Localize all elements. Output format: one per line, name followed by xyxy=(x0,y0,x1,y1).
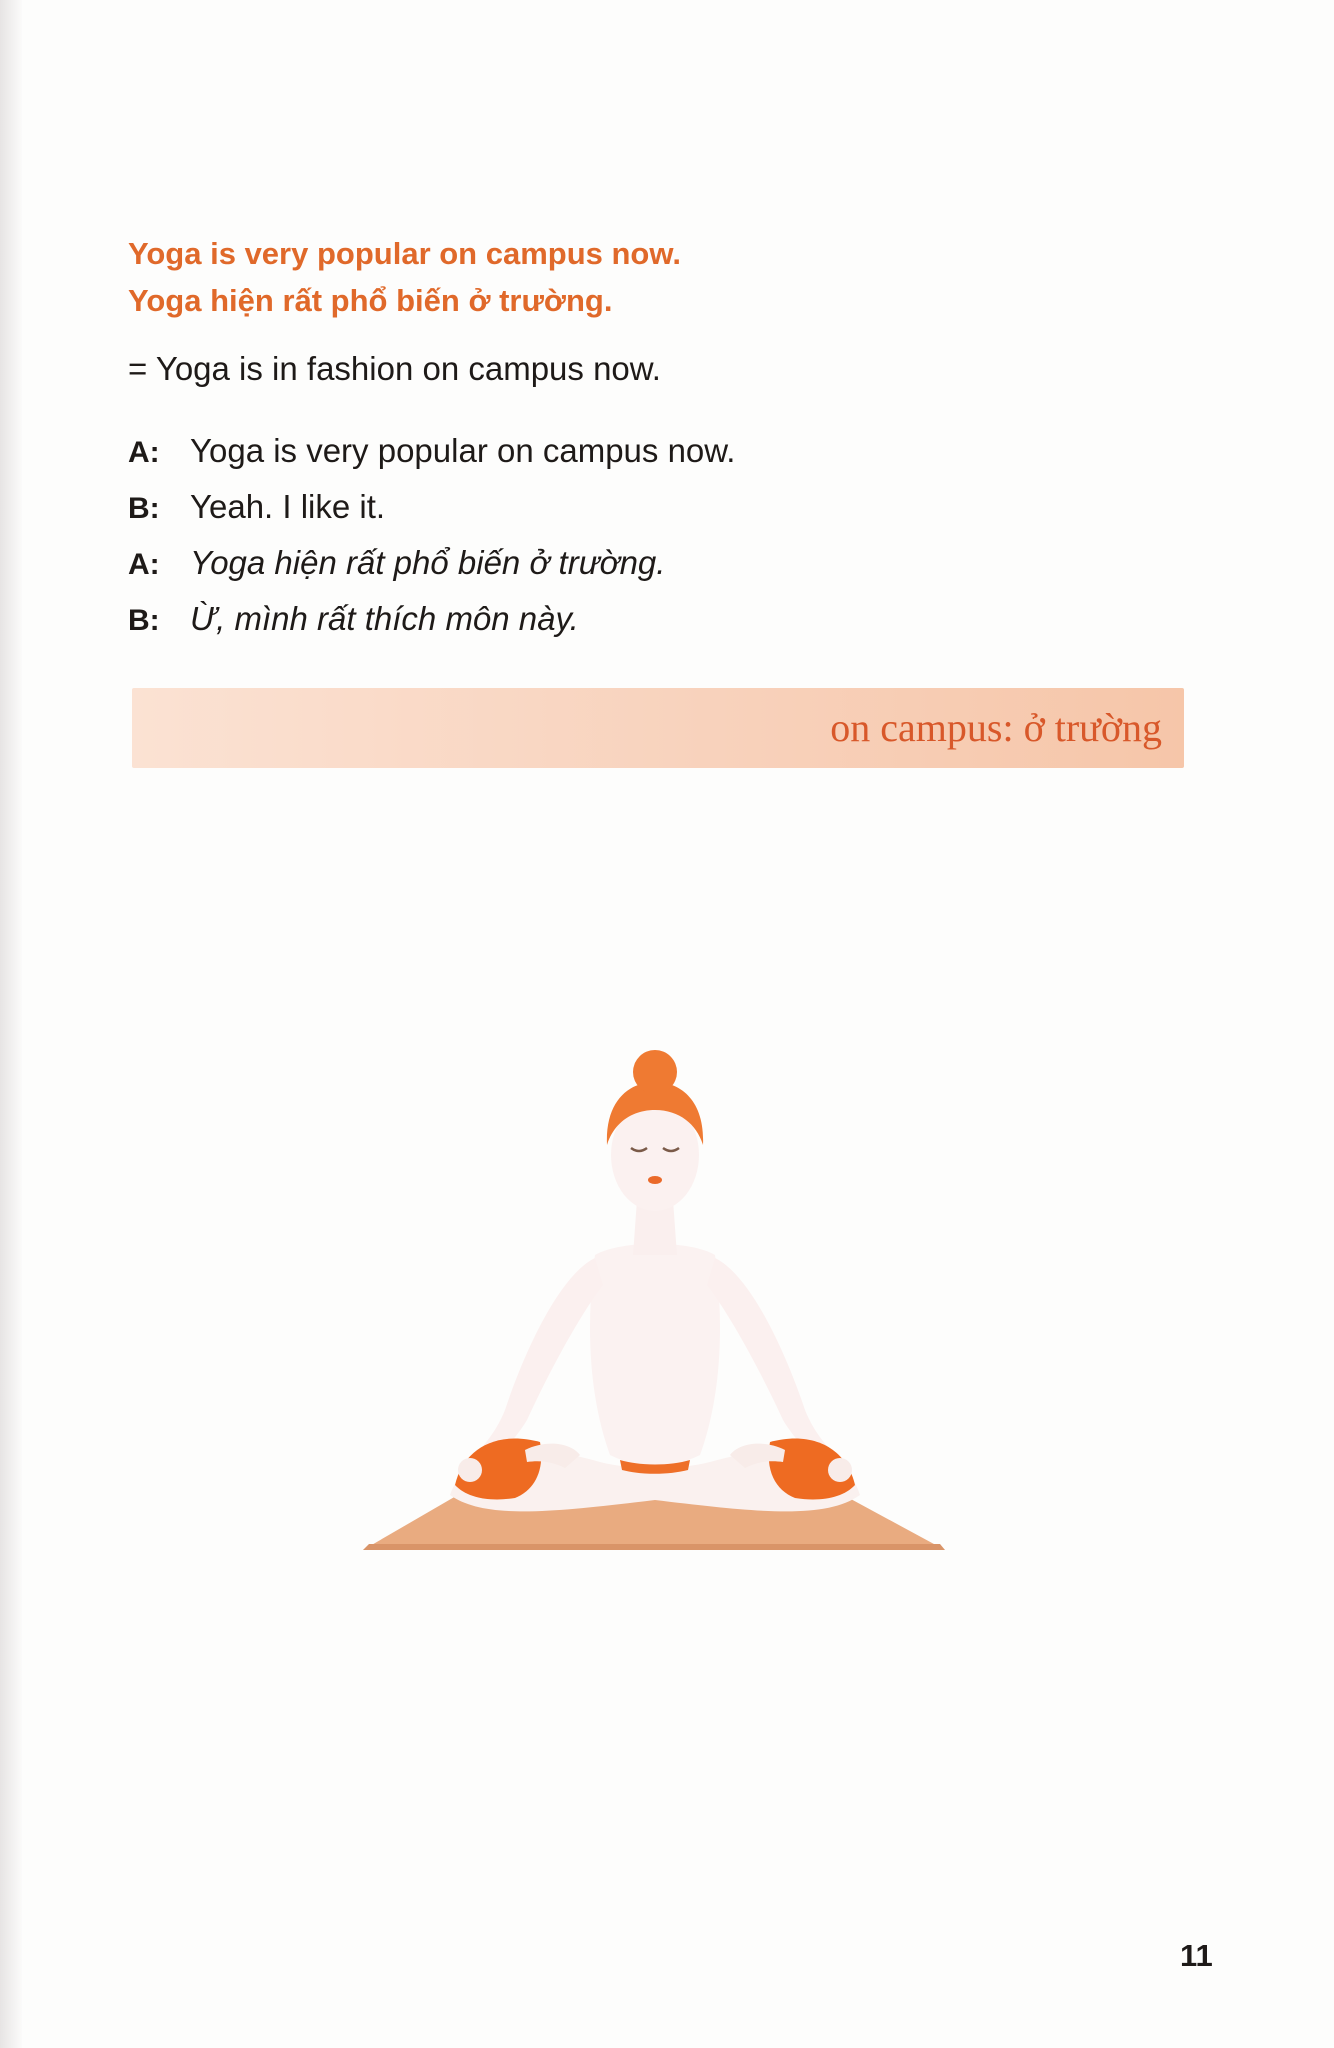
page-number: 11 xyxy=(1180,1938,1213,1973)
dialogue-line-translation xyxy=(128,544,735,600)
dialogue-line-translation xyxy=(128,600,735,656)
heading-vietnamese: Yoga hiện rất phổ biến ở trường. xyxy=(128,283,613,318)
dialogue xyxy=(128,432,735,656)
speaker-label: B: xyxy=(128,604,160,637)
dialogue-line xyxy=(128,488,735,544)
heading-english: Yoga is very popular on campus now. xyxy=(128,236,681,271)
dialogue-text: Ừ, mình rất thích môn này. xyxy=(190,600,579,637)
right-hand xyxy=(828,1458,852,1482)
left-hand xyxy=(458,1458,482,1482)
vocabulary-bar xyxy=(132,688,1184,768)
page-edge-shadow xyxy=(0,0,22,2048)
dialogue-text: Yoga hiện rất phổ biến ở trường. xyxy=(190,544,666,581)
dialogue-line xyxy=(128,432,735,488)
speaker-label: A: xyxy=(128,548,160,581)
torso xyxy=(590,1244,720,1467)
vocabulary-note: on campus: ở trường xyxy=(830,705,1162,750)
equivalent-sentence: = Yoga is in fashion on campus now. xyxy=(128,350,661,387)
speaker-label: A: xyxy=(128,436,160,469)
speaker-label: B: xyxy=(128,492,160,525)
dialogue-text: Yoga is very popular on campus now. xyxy=(190,432,736,469)
dialogue-text: Yeah. I like it. xyxy=(190,488,386,525)
lesson-heading xyxy=(128,230,681,324)
hair-bun xyxy=(633,1050,677,1094)
yoga-woman-illustration xyxy=(355,1030,955,1560)
